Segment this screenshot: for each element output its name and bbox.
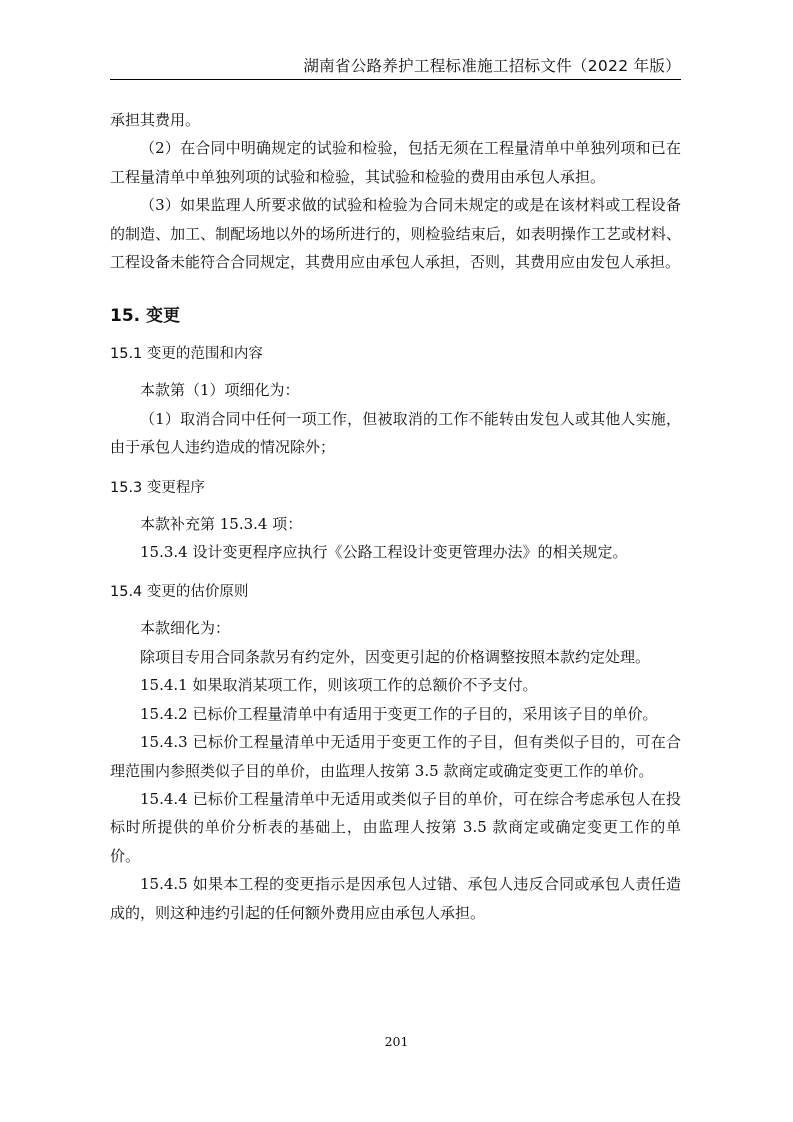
- header-rule: [110, 79, 681, 80]
- subsection-heading: 15.1 变更的范围和内容: [110, 346, 263, 363]
- subsection-heading: 15.3 变更程序: [110, 479, 205, 496]
- paragraph: 承担其费用。: [110, 111, 201, 129]
- paragraph: 15.4.3 已标价工程量清单中无适用于变更工作的子目，但有类似子目的，可在合理范围内参照类似子目的单价，由监理人按第 3.5 款商定或确定变更工作的单价。: [110, 733, 681, 780]
- paragraph: 除项目专用合同条款另有约定外，因变更引起的价格调整按照本款约定处理。: [140, 647, 651, 666]
- paragraph: 本款细化为：: [140, 619, 231, 638]
- paragraph: 15.4.4 已标价工程量清单中无适用或类似子目的单价，可在综合考虑承包人在投标时所提供的单价分析表的基础上，由监理人按第 3.5 款商定或确定变更工作的单价。: [110, 789, 681, 865]
- paragraph: （2）在合同中明确规定的试验和检验，包括无须在工程量清单中单独列项和已在工程量清单中单独列项的试验和检验，其试验和检验的费用由承包人承担。: [110, 139, 681, 186]
- paragraph: 15.3.4 设计变更程序应执行《公路工程设计变更管理办法》的相关规定。: [140, 543, 628, 562]
- subsection-heading: 15.4 变更的估价原则: [110, 584, 249, 601]
- paragraph: 15.4.1 如果取消某项工作，则该项工作的总额价不予支付。: [140, 676, 538, 695]
- paragraph: 本款第（1）项细化为：: [140, 381, 300, 400]
- page-number: 201: [384, 1034, 409, 1049]
- document-body: [110, 106, 681, 927]
- paragraph: 本款补充第 15.3.4 项：: [140, 514, 303, 533]
- page-header: 湖南省公路养护工程标准施工招标文件（2022 年版）: [303, 57, 681, 75]
- paragraph: （1）取消合同中任何一项工作，但被取消的工作不能转由发包人或其他人实施，由于承包人违约造成的情况除外；: [110, 409, 681, 457]
- paragraph: 15.4.2 已标价工程量清单中有适用于变更工作的子目的，采用该子目的单价。: [140, 704, 658, 723]
- paragraph: （3）如果监理人所要求做的试验和检验为合同未规定的或是在该材料或工程设备的制造、加工、制配场地以外的场所进行的，则检验结束后，如表明操作工艺或材料、工程设备未能符合合同规定，其费用应由承包人承担，否则，其费用应由发包人承担。: [110, 196, 681, 272]
- section-heading: 15. 变更: [110, 306, 181, 327]
- paragraph: 15.4.5 如果本工程的变更指示是因承包人过错、承包人违反合同或承包人责任造成的，则这种违约引起的任何额外费用应由承包人承担。: [110, 875, 681, 922]
